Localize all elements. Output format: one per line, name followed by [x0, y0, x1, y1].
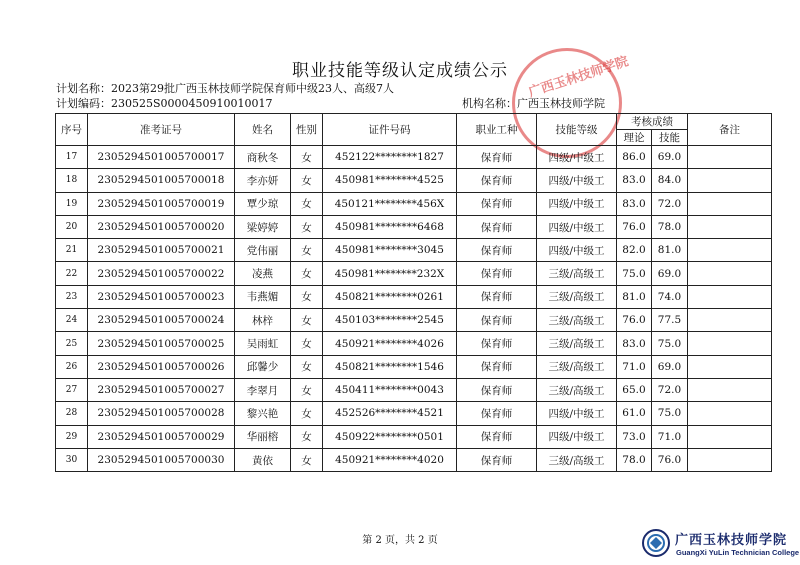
- cell-remark: [688, 378, 772, 401]
- plan-name: 计划名称：2023第29批广西玉林技师学院保育师中级23人、高级7人: [56, 82, 394, 95]
- cell-gender: 女: [291, 425, 323, 448]
- table-row: [56, 285, 772, 308]
- cell-name: 李翠月: [235, 378, 291, 401]
- cell-seq: 25: [56, 332, 88, 355]
- cell-level: 三级/高级工: [537, 262, 617, 285]
- cell-skill: 76.0: [652, 448, 688, 471]
- table-row: [56, 192, 772, 215]
- table-row: [56, 355, 772, 378]
- cell-remark: [688, 402, 772, 425]
- cell-name: 吴雨虹: [235, 332, 291, 355]
- cell-id-no: 450922********0501: [323, 425, 457, 448]
- cell-occupation: 保育师: [457, 425, 537, 448]
- cell-skill: 72.0: [652, 192, 688, 215]
- table-row: [56, 378, 772, 401]
- col-header-seq: 序号: [56, 114, 88, 146]
- cell-theory: 83.0: [617, 192, 652, 215]
- cell-seq: 20: [56, 215, 88, 238]
- cell-occupation: 保育师: [457, 378, 537, 401]
- organization-name: 机构名称：广西玉林技师学院: [462, 97, 605, 110]
- cell-gender: 女: [291, 309, 323, 332]
- cell-seq: 24: [56, 309, 88, 332]
- score-table: [55, 113, 772, 472]
- cell-theory: 78.0: [617, 448, 652, 471]
- cell-id-no: 452526********4521: [323, 402, 457, 425]
- cell-theory: 65.0: [617, 378, 652, 401]
- cell-name: 党伟丽: [235, 239, 291, 262]
- cell-remark: [688, 169, 772, 192]
- cell-skill: 78.0: [652, 215, 688, 238]
- col-header-exam-no: 准考证号: [88, 114, 235, 146]
- cell-seq: 28: [56, 402, 88, 425]
- cell-occupation: 保育师: [457, 146, 537, 169]
- cell-id-no: 450981********232X: [323, 262, 457, 285]
- cell-level: 四级/中级工: [537, 402, 617, 425]
- cell-level: 三级/高级工: [537, 309, 617, 332]
- cell-skill: 69.0: [652, 355, 688, 378]
- cell-skill: 71.0: [652, 425, 688, 448]
- cell-occupation: 保育师: [457, 355, 537, 378]
- cell-gender: 女: [291, 146, 323, 169]
- cell-level: 四级/中级工: [537, 146, 617, 169]
- col-header-theory: 理论: [617, 130, 652, 146]
- cell-remark: [688, 448, 772, 471]
- cell-seq: 17: [56, 146, 88, 169]
- cell-remark: [688, 425, 772, 448]
- cell-gender: 女: [291, 448, 323, 471]
- cell-occupation: 保育师: [457, 285, 537, 308]
- cell-skill: 75.0: [652, 402, 688, 425]
- cell-skill: 84.0: [652, 169, 688, 192]
- cell-id-no: 450981********3045: [323, 239, 457, 262]
- cell-gender: 女: [291, 262, 323, 285]
- cell-remark: [688, 285, 772, 308]
- cell-theory: 61.0: [617, 402, 652, 425]
- cell-theory: 76.0: [617, 215, 652, 238]
- cell-gender: 女: [291, 285, 323, 308]
- cell-name: 黎兴艳: [235, 402, 291, 425]
- cell-name: 李亦妍: [235, 169, 291, 192]
- cell-exam-no: 2305294501005700028: [88, 402, 235, 425]
- cell-seq: 23: [56, 285, 88, 308]
- cell-skill: 75.0: [652, 332, 688, 355]
- cell-seq: 18: [56, 169, 88, 192]
- cell-gender: 女: [291, 332, 323, 355]
- cell-exam-no: 2305294501005700018: [88, 169, 235, 192]
- cell-skill: 69.0: [652, 262, 688, 285]
- cell-remark: [688, 192, 772, 215]
- cell-skill: 81.0: [652, 239, 688, 262]
- cell-gender: 女: [291, 378, 323, 401]
- col-header-gender: 性别: [291, 114, 323, 146]
- table-row: [56, 146, 772, 169]
- cell-remark: [688, 355, 772, 378]
- stamp-text: 广西玉林技师学院: [526, 54, 631, 101]
- cell-id-no: 450981********4525: [323, 169, 457, 192]
- cell-name: 梁婷婷: [235, 215, 291, 238]
- cell-occupation: 保育师: [457, 239, 537, 262]
- cell-exam-no: 2305294501005700019: [88, 192, 235, 215]
- cell-id-no: 450411********0043: [323, 378, 457, 401]
- cell-exam-no: 2305294501005700025: [88, 332, 235, 355]
- cell-theory: 75.0: [617, 262, 652, 285]
- cell-name: 凌燕: [235, 262, 291, 285]
- college-name-en: GuangXi YuLin Technician College: [676, 548, 800, 557]
- table-row: [56, 425, 772, 448]
- table-row: [56, 169, 772, 192]
- cell-level: 四级/中级工: [537, 169, 617, 192]
- cell-level: 三级/高级工: [537, 378, 617, 401]
- cell-theory: 86.0: [617, 146, 652, 169]
- cell-name: 韦燕媚: [235, 285, 291, 308]
- col-header-occupation: 职业工种: [457, 114, 537, 146]
- cell-seq: 27: [56, 378, 88, 401]
- cell-remark: [688, 262, 772, 285]
- cell-occupation: 保育师: [457, 215, 537, 238]
- header-row: [56, 114, 772, 130]
- cell-remark: [688, 215, 772, 238]
- cell-theory: 76.0: [617, 309, 652, 332]
- cell-remark: [688, 332, 772, 355]
- table-row: [56, 262, 772, 285]
- cell-theory: 71.0: [617, 355, 652, 378]
- cell-exam-no: 2305294501005700030: [88, 448, 235, 471]
- plan-code: 计划编码：230525S0000450910010017: [56, 97, 273, 110]
- cell-exam-no: 2305294501005700021: [88, 239, 235, 262]
- cell-remark: [688, 309, 772, 332]
- cell-occupation: 保育师: [457, 402, 537, 425]
- cell-name: 邱馨少: [235, 355, 291, 378]
- cell-id-no: 450821********1546: [323, 355, 457, 378]
- cell-occupation: 保育师: [457, 169, 537, 192]
- cell-id-no: 450821********0261: [323, 285, 457, 308]
- cell-name: 覃少琼: [235, 192, 291, 215]
- cell-level: 四级/中级工: [537, 239, 617, 262]
- cell-gender: 女: [291, 402, 323, 425]
- cell-skill: 74.0: [652, 285, 688, 308]
- cell-skill: 72.0: [652, 378, 688, 401]
- col-header-skill: 技能: [652, 130, 688, 146]
- cell-level: 四级/中级工: [537, 192, 617, 215]
- cell-level: 三级/高级工: [537, 355, 617, 378]
- col-header-level: 技能等级: [537, 114, 617, 146]
- cell-gender: 女: [291, 355, 323, 378]
- cell-theory: 82.0: [617, 239, 652, 262]
- table-body: [56, 146, 772, 472]
- table-row: [56, 402, 772, 425]
- cell-level: 三级/高级工: [537, 448, 617, 471]
- cell-gender: 女: [291, 192, 323, 215]
- cell-seq: 19: [56, 192, 88, 215]
- cell-gender: 女: [291, 239, 323, 262]
- cell-seq: 29: [56, 425, 88, 448]
- cell-skill: 69.0: [652, 146, 688, 169]
- cell-skill: 77.5: [652, 309, 688, 332]
- cell-exam-no: 2305294501005700024: [88, 309, 235, 332]
- cell-exam-no: 2305294501005700017: [88, 146, 235, 169]
- cell-seq: 30: [56, 448, 88, 471]
- cell-occupation: 保育师: [457, 262, 537, 285]
- cell-seq: 26: [56, 355, 88, 378]
- cell-theory: 83.0: [617, 332, 652, 355]
- page-number: 第 2 页，共 2 页: [362, 535, 438, 546]
- table-row: [56, 239, 772, 262]
- cell-name: 商秋冬: [235, 146, 291, 169]
- cell-name: 林梓: [235, 309, 291, 332]
- cell-remark: [688, 146, 772, 169]
- cell-id-no: 450103********2545: [323, 309, 457, 332]
- cell-name: 黄依: [235, 448, 291, 471]
- cell-occupation: 保育师: [457, 448, 537, 471]
- cell-occupation: 保育师: [457, 332, 537, 355]
- table-row: [56, 309, 772, 332]
- cell-remark: [688, 239, 772, 262]
- table-row: [56, 215, 772, 238]
- cell-exam-no: 2305294501005700026: [88, 355, 235, 378]
- cell-id-no: 450121********456X: [323, 192, 457, 215]
- cell-level: 三级/高级工: [537, 332, 617, 355]
- cell-exam-no: 2305294501005700023: [88, 285, 235, 308]
- cell-id-no: 452122********1827: [323, 146, 457, 169]
- cell-level: 四级/中级工: [537, 215, 617, 238]
- cell-exam-no: 2305294501005700022: [88, 262, 235, 285]
- col-header-score-group: 考核成绩: [617, 114, 688, 130]
- cell-theory: 73.0: [617, 425, 652, 448]
- cell-level: 三级/高级工: [537, 285, 617, 308]
- college-logo-icon: [641, 528, 671, 558]
- cell-seq: 21: [56, 239, 88, 262]
- cell-seq: 22: [56, 262, 88, 285]
- cell-exam-no: 2305294501005700027: [88, 378, 235, 401]
- table-row: [56, 332, 772, 355]
- table-row: [56, 448, 772, 471]
- college-name-cn: 广西玉林技师学院: [675, 533, 788, 548]
- col-header-id-no: 证件号码: [323, 114, 457, 146]
- cell-id-no: 450921********4020: [323, 448, 457, 471]
- col-header-name: 姓名: [235, 114, 291, 146]
- cell-name: 华丽榕: [235, 425, 291, 448]
- col-header-remark: 备注: [688, 114, 772, 146]
- cell-occupation: 保育师: [457, 192, 537, 215]
- cell-gender: 女: [291, 169, 323, 192]
- cell-gender: 女: [291, 215, 323, 238]
- cell-occupation: 保育师: [457, 309, 537, 332]
- page-title: 职业技能等级认定成绩公示: [292, 61, 508, 81]
- cell-exam-no: 2305294501005700020: [88, 215, 235, 238]
- cell-theory: 81.0: [617, 285, 652, 308]
- cell-exam-no: 2305294501005700029: [88, 425, 235, 448]
- cell-id-no: 450921********4026: [323, 332, 457, 355]
- cell-id-no: 450981********6468: [323, 215, 457, 238]
- cell-theory: 83.0: [617, 169, 652, 192]
- cell-level: 四级/中级工: [537, 425, 617, 448]
